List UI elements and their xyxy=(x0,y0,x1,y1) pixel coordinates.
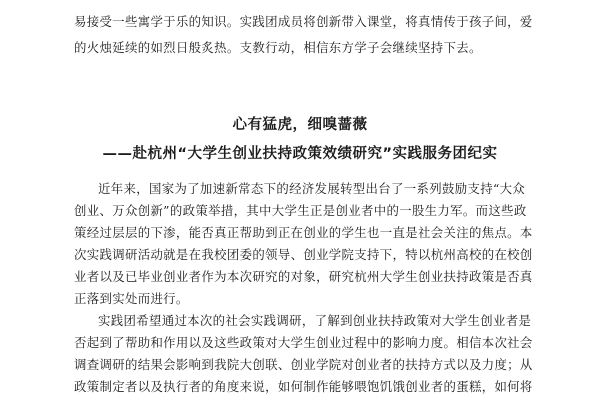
prev-section-line-2: 的火烛延续的如烈日般炙热。支教行动，相信东方学子会继续坚持下去。 xyxy=(74,40,482,55)
article-subtitle: ——赴杭州“大学生创业扶持政策效绩研究”实践服务团纪实 xyxy=(102,146,498,162)
paragraph-2-line-2: 否起到了帮助和作用以及这些政策对大学生创业过程中的影响力度。相信本次社会 xyxy=(74,335,533,350)
paragraph-1-line-4: 次实践调研活动就是在我校团委的领导、创业学院支持下，特以杭州高校的在校创 xyxy=(74,247,533,262)
paragraph-1-line-2: 创业、万众创新”的政策举措，其中大学生正是创业者中的一股生力军。而这些政 xyxy=(74,203,527,218)
paragraph-1-line-1: 近年来，国家为了加速新常态下的经济发展转型出台了一系列鼓励支持“大众 xyxy=(98,181,526,196)
paragraph-1-line-3: 策经过层层的下渗，能否真正帮助到正在创业的学生也一直是社会关注的焦点。本 xyxy=(74,225,533,240)
paragraph-2-line-3: 调查调研的结果会影响到我院大创联、创业学院对创业者的扶持方式以及力度；从 xyxy=(74,357,533,372)
article-title: 心有猛虎，细嗅蔷薇 xyxy=(232,117,368,133)
paragraph-1-line-5: 业者以及已毕业创业者作为本次研究的对象，研究杭州大学生创业扶持政策是否真 xyxy=(74,269,533,284)
paragraph-1-line-6: 正落到实处而进行。 xyxy=(74,291,189,306)
prev-section-line-1: 易接受一些寓学于乐的知识。实践团成员将创新带入课堂，将真情传于孩子间，爱 xyxy=(74,14,533,29)
paragraph-2-line-1: 实践团希望通过本次的社会实践调研，了解到创业扶持政策对大学生创业者是 xyxy=(98,313,532,328)
paragraph-2-line-4: 政策制定者以及执行者的角度来说，如何制作能够喂饱饥饿创业者的蛋糕，如何将 xyxy=(74,379,533,394)
